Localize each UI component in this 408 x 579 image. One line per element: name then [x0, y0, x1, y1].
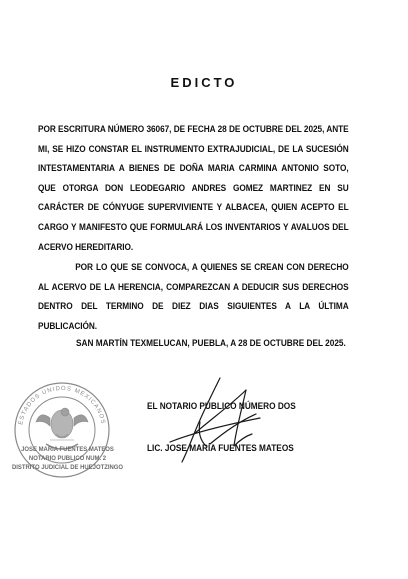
seal-text-line2: NOTARIO PUBLICO NUM. 2 [28, 455, 107, 462]
document-title: EDICTO [170, 75, 238, 90]
paragraph-notarial-deed: POR ESCRITURA NÚMERO 36067, DE FECHA 28 DE OCTUBRE DEL 2025, ANTE MI, SE HIZO CONSTAR EL INSTRUMENTO EXTRAJUDICIAL, DE LA SUCESIÓN INTESTAMENTARIA A BIENES DE DOÑA MARIA CARMINA ANTONIO SOTO, QUE OTORGA DON LEODEGARIO ANDRES GOMEZ MARTINEZ EN SU CARÁCTER DE CÓNYUGE SUPERVIVIENTE Y ALBACEA, QUIEN ACEPTO EL CARGO Y MANIFESTO QUE FORMULARÁ LOS INVENTARIOS Y AVALUOS DEL ACERVO HEREDITARIO. [38, 124, 349, 252]
notary-name: LIC. JOSE MARÍA FUENTES MATEOS [147, 443, 294, 453]
place-and-date: SAN MARTÍN TEXMELUCAN, PUEBLA, A 28 DE OCTUBRE DEL 2025. [76, 338, 346, 348]
seal-ring-text: ESTADOS UNIDOS MEXICANOS [18, 385, 106, 426]
paragraph-convocation: POR LO QUE SE CONVOCA, A QUIENES SE CREAN CON DERECHO AL ACERVO DE LA HERENCIA, COMPAREZCAN A DEDUCIR SUS DERECHOS DENTRO DEL TERMINO DE DIEZ DIAS SIGUIENTES A LA ÚLTIMA PUBLICACIÓN. [38, 262, 349, 331]
notary-title: EL NOTARIO PÚBLICO NÚMERO DOS [147, 401, 296, 411]
seal-text-line3: DISTRITO JUDICIAL DE HUEJOTZINGO [11, 464, 124, 471]
seal-text-line1: JOSE MARIA FUENTES MATEOS [21, 446, 114, 453]
